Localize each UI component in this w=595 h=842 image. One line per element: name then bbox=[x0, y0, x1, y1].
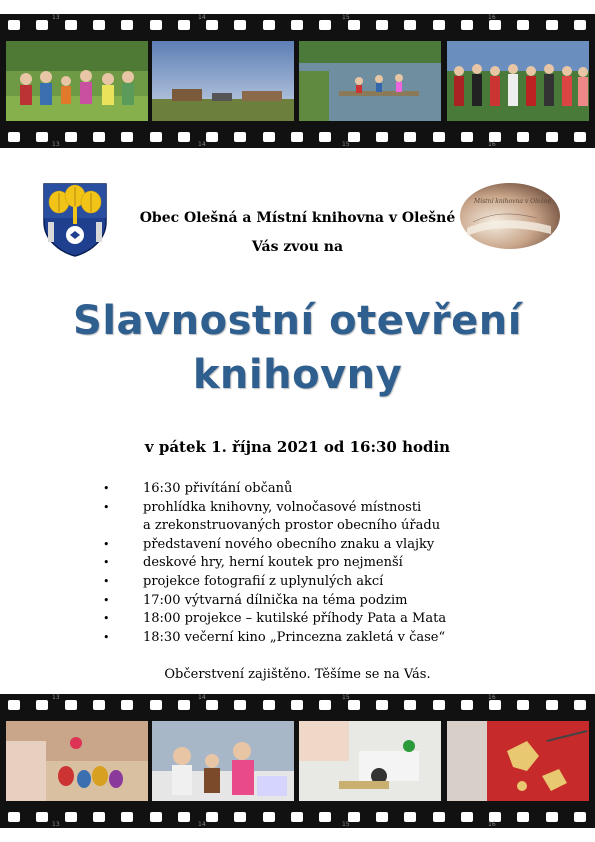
program-item: • projekce fotografií z uplynulých akcí bbox=[118, 573, 446, 592]
film-frame-number: 13 bbox=[52, 14, 60, 21]
film-frame-number: 16 bbox=[488, 14, 496, 21]
photo-painting-eggs bbox=[6, 721, 148, 801]
film-hole bbox=[234, 812, 246, 822]
photo-red-table-craft bbox=[447, 721, 589, 801]
top-filmstrip bbox=[0, 14, 595, 148]
film-hole bbox=[291, 812, 303, 822]
event-title-line2: knihovny bbox=[192, 352, 403, 398]
film-hole bbox=[517, 132, 529, 142]
film-hole bbox=[319, 132, 331, 142]
film-hole bbox=[150, 20, 162, 30]
film-hole bbox=[546, 812, 558, 822]
film-hole bbox=[178, 132, 190, 142]
film-perforations-bottom bbox=[0, 129, 595, 145]
film-hole bbox=[234, 132, 246, 142]
film-hole bbox=[206, 812, 218, 822]
film-hole bbox=[8, 812, 20, 822]
invite-line: Vás zvou na bbox=[251, 239, 344, 255]
host-line: Obec Olešná a Místní knihovna v Olešné bbox=[139, 210, 456, 226]
film-frame-number: 14 bbox=[198, 14, 206, 21]
film-hole bbox=[178, 700, 190, 710]
film-hole bbox=[65, 812, 77, 822]
event-title-line1: Slavnostní otevření bbox=[73, 298, 522, 344]
film-perforations-top bbox=[0, 697, 595, 713]
film-hole bbox=[433, 132, 445, 142]
film-hole bbox=[93, 700, 105, 710]
film-frame-number: 16 bbox=[488, 821, 496, 828]
film-frame-number: 14 bbox=[198, 694, 206, 701]
photo-group-outdoors bbox=[447, 41, 589, 121]
film-hole bbox=[150, 700, 162, 710]
film-hole bbox=[517, 812, 529, 822]
film-hole bbox=[263, 700, 275, 710]
film-frame-number: 15 bbox=[342, 141, 350, 148]
film-hole bbox=[546, 700, 558, 710]
film-hole bbox=[65, 20, 77, 30]
photo-children-group bbox=[6, 41, 148, 121]
oval-caption: Místní knihovna v Olešné bbox=[474, 198, 552, 205]
film-hole bbox=[8, 700, 20, 710]
photo-kids-crafting bbox=[152, 721, 294, 801]
film-hole bbox=[206, 132, 218, 142]
film-frame-number: 14 bbox=[198, 141, 206, 148]
film-hole bbox=[206, 700, 218, 710]
film-perforations-top bbox=[0, 17, 595, 33]
film-frame-number: 15 bbox=[342, 14, 350, 21]
film-frame-number: 16 bbox=[488, 141, 496, 148]
film-hole bbox=[574, 20, 586, 30]
film-frame-number: 13 bbox=[52, 821, 60, 828]
film-hole bbox=[93, 20, 105, 30]
film-hole bbox=[93, 132, 105, 142]
film-frame-number: 14 bbox=[198, 821, 206, 828]
film-frame-number: 16 bbox=[488, 694, 496, 701]
film-hole bbox=[36, 132, 48, 142]
film-hole bbox=[150, 812, 162, 822]
film-hole bbox=[65, 700, 77, 710]
film-hole bbox=[461, 700, 473, 710]
film-hole bbox=[404, 132, 416, 142]
film-hole bbox=[121, 812, 133, 822]
film-hole bbox=[234, 20, 246, 30]
film-hole bbox=[121, 20, 133, 30]
film-hole bbox=[574, 132, 586, 142]
film-hole bbox=[461, 132, 473, 142]
program-item: • 18:00 projekce – kutilské příhody Pata a Mata bbox=[118, 610, 446, 629]
film-hole bbox=[291, 20, 303, 30]
film-hole bbox=[36, 20, 48, 30]
film-hole bbox=[404, 812, 416, 822]
film-hole bbox=[263, 812, 275, 822]
program-list bbox=[118, 480, 446, 647]
film-hole bbox=[376, 132, 388, 142]
film-hole bbox=[206, 20, 218, 30]
film-hole bbox=[234, 700, 246, 710]
film-frame-number: 15 bbox=[342, 821, 350, 828]
program-item: • představení nového obecního znaku a vlajky bbox=[118, 536, 446, 555]
film-hole bbox=[348, 700, 360, 710]
film-hole bbox=[546, 132, 558, 142]
film-hole bbox=[36, 700, 48, 710]
program-item: • 16:30 přivítání občanů bbox=[118, 480, 446, 499]
film-hole bbox=[178, 812, 190, 822]
film-frame-number: 13 bbox=[52, 694, 60, 701]
event-date: v pátek 1. října 2021 od 16:30 hodin bbox=[144, 438, 451, 456]
film-hole bbox=[404, 700, 416, 710]
film-hole bbox=[376, 700, 388, 710]
film-hole bbox=[376, 812, 388, 822]
film-hole bbox=[574, 812, 586, 822]
film-hole bbox=[65, 132, 77, 142]
film-hole bbox=[433, 700, 445, 710]
film-hole bbox=[263, 132, 275, 142]
bottom-filmstrip bbox=[0, 694, 595, 828]
film-frame-number: 15 bbox=[342, 694, 350, 701]
film-hole bbox=[36, 812, 48, 822]
film-hole bbox=[319, 20, 331, 30]
film-hole bbox=[489, 700, 501, 710]
film-hole bbox=[121, 700, 133, 710]
film-hole bbox=[348, 20, 360, 30]
program-item: • 17:00 výtvarná dílnička na téma podzim bbox=[118, 592, 446, 611]
film-hole bbox=[433, 20, 445, 30]
film-hole bbox=[546, 20, 558, 30]
film-hole bbox=[319, 700, 331, 710]
film-hole bbox=[8, 132, 20, 142]
film-hole bbox=[121, 132, 133, 142]
photo-hands-crafting bbox=[299, 721, 441, 801]
film-perforations-bottom bbox=[0, 809, 595, 825]
film-hole bbox=[319, 812, 331, 822]
program-item: • prohlídka knihovny, volnočasové místnosti a zrekonstruovaných prostor obecního úřadu bbox=[118, 499, 446, 536]
film-hole bbox=[517, 20, 529, 30]
closing-line: Občerstvení zajištěno. Těšíme se na Vás. bbox=[164, 667, 431, 682]
film-hole bbox=[461, 812, 473, 822]
photo-field-sky bbox=[152, 41, 294, 121]
film-hole bbox=[178, 20, 190, 30]
photo-pond-pier bbox=[299, 41, 441, 121]
film-hole bbox=[150, 132, 162, 142]
program-item: • 18:30 večerní kino „Princezna zakletá v čase“ bbox=[118, 629, 446, 648]
film-hole bbox=[517, 700, 529, 710]
film-hole bbox=[8, 20, 20, 30]
film-hole bbox=[263, 20, 275, 30]
film-hole bbox=[291, 132, 303, 142]
film-hole bbox=[93, 812, 105, 822]
film-hole bbox=[291, 700, 303, 710]
film-hole bbox=[489, 20, 501, 30]
film-frame-number: 13 bbox=[52, 141, 60, 148]
film-hole bbox=[433, 812, 445, 822]
film-hole bbox=[376, 20, 388, 30]
program-item: • deskové hry, herní koutek pro nejmenší bbox=[118, 554, 446, 573]
film-hole bbox=[404, 20, 416, 30]
film-hole bbox=[574, 700, 586, 710]
film-hole bbox=[461, 20, 473, 30]
